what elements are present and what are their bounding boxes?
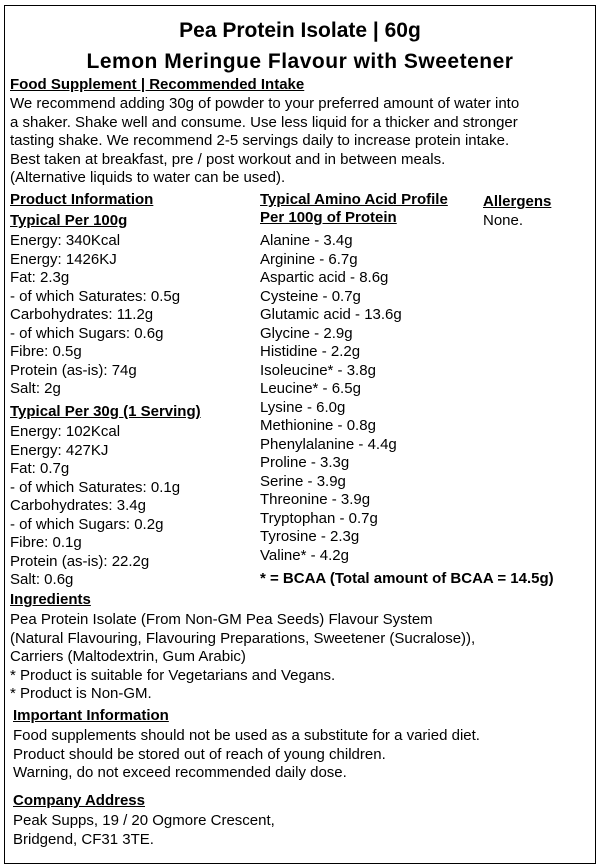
- important-information-text: [13, 727, 480, 783]
- nutrition-item: Protein (as-is): 22.2g: [10, 552, 150, 570]
- amino-acid-item: Glutamic acid - 13.6g: [260, 306, 402, 323]
- nutrition-item: Protein (as-is): 74g: [10, 361, 137, 379]
- text-line: Pea Protein Isolate (From Non-GM Pea Seeds) Flavour System: [10, 611, 433, 628]
- ingredients-heading: Ingredients: [10, 591, 91, 608]
- nutrition-item: - of which Sugars: 0.6g: [10, 324, 164, 342]
- amino-acid-list: [260, 232, 402, 565]
- amino-acid-item: Serine - 3.9g: [260, 472, 346, 490]
- nutrition-item: Carbohydrates: 3.4g: [10, 497, 146, 514]
- nutrition-item: Fibre: 0.5g: [10, 343, 82, 360]
- amino-acid-item: Glycine - 2.9g: [260, 324, 353, 342]
- address-line: Bridgend, CF31 3TE.: [13, 830, 154, 848]
- allergens-heading: Allergens: [483, 193, 552, 210]
- amino-acid-item: Valine* - 4.2g: [260, 546, 349, 564]
- per-30g-list: [10, 423, 180, 590]
- nutrition-item: Energy: 1426KJ: [10, 250, 117, 268]
- text-line: Food supplements should not be used as a substitute for a varied diet.: [13, 727, 480, 744]
- food-supplement-text: [10, 95, 519, 188]
- amino-acid-item: Tryptophan - 0.7g: [260, 509, 378, 527]
- text-line: * Product is Non-GM.: [10, 685, 152, 702]
- amino-acid-item: Leucine* - 6.5g: [260, 380, 361, 397]
- text-line: (Alternative liquids to water can be used).: [10, 169, 286, 186]
- amino-acid-item: Phenylalanine - 4.4g: [260, 435, 397, 453]
- per-100g-list: [10, 232, 180, 399]
- amino-acid-item: Cysteine - 0.7g: [260, 287, 361, 305]
- company-address-text: [13, 812, 275, 849]
- amino-acid-item: Proline - 3.3g: [260, 454, 350, 471]
- address-line: Peak Supps, 19 / 20 Ogmore Crescent,: [13, 812, 275, 829]
- bcaa-note: * = BCAA (Total amount of BCAA = 14.5g): [260, 570, 554, 587]
- nutrition-item: Salt: 2g: [10, 380, 61, 397]
- text-line: Product should be stored out of reach of young children.: [13, 745, 386, 763]
- product-title: Pea Protein Isolate | 60g: [179, 19, 421, 42]
- nutrition-item: Carbohydrates: 11.2g: [10, 306, 154, 323]
- amino-acid-item: Arginine - 6.7g: [260, 250, 358, 268]
- text-line: a shaker. Shake well and consume. Use less liquid for a thicker and stronger: [10, 113, 518, 131]
- amino-acid-item: Lysine - 6.0g: [260, 398, 346, 416]
- product-information-heading: Product Information: [10, 191, 154, 208]
- nutrition-item: Energy: 102Kcal: [10, 423, 121, 440]
- nutrition-item: Fat: 2.3g: [10, 269, 70, 286]
- nutrition-item: Energy: 340Kcal: [10, 232, 121, 249]
- per-30g-heading: Typical Per 30g (1 Serving): [10, 403, 201, 420]
- amino-acid-subheading: Per 100g of Protein: [260, 209, 397, 226]
- nutrition-item: - of which Saturates: 0.1g: [10, 478, 181, 496]
- important-information-heading: Important Information: [13, 707, 169, 724]
- amino-acid-item: Isoleucine* - 3.8g: [260, 361, 376, 379]
- text-line: (Natural Flavouring, Flavouring Preparations, Sweetener (Sucralose)),: [10, 629, 476, 647]
- ingredients-text: [10, 611, 475, 704]
- text-line: tasting shake. We recommend 2-5 servings daily to increase protein intake.: [10, 132, 510, 149]
- text-line: * Product is suitable for Vegetarians and Vegans.: [10, 666, 336, 684]
- allergens-value: None.: [483, 212, 524, 229]
- nutrition-item: Fibre: 0.1g: [10, 534, 82, 551]
- nutrition-item: Energy: 427KJ: [10, 441, 109, 459]
- amino-acid-item: Threonine - 3.9g: [260, 491, 371, 508]
- amino-acid-item: Aspartic acid - 8.6g: [260, 269, 389, 286]
- product-flavour-title: Lemon Meringue Flavour with Sweetener: [86, 50, 514, 73]
- text-line: Warning, do not exceed recommended daily dose.: [13, 764, 347, 781]
- nutrition-item: - of which Sugars: 0.2g: [10, 515, 164, 533]
- nutrition-item: Fat: 0.7g: [10, 460, 70, 477]
- food-supplement-heading: Food Supplement | Recommended Intake: [10, 76, 305, 93]
- nutrition-item: - of which Saturates: 0.5g: [10, 287, 181, 305]
- amino-acid-heading: Typical Amino Acid Profile: [260, 191, 448, 208]
- text-line: We recommend adding 30g of powder to your preferred amount of water into: [10, 95, 520, 112]
- company-address-heading: Company Address: [13, 792, 145, 809]
- amino-acid-item: Histidine - 2.2g: [260, 343, 361, 360]
- amino-acid-item: Tyrosine - 2.3g: [260, 528, 360, 545]
- text-line: Carriers (Maltodextrin, Gum Arabic): [10, 648, 246, 665]
- supplement-label: [4, 5, 596, 864]
- nutrition-item: Salt: 0.6g: [10, 571, 74, 588]
- amino-acid-item: Alanine - 3.4g: [260, 232, 353, 249]
- per-100g-heading: Typical Per 100g: [10, 212, 128, 229]
- amino-acid-item: Methionine - 0.8g: [260, 417, 376, 434]
- text-line: Best taken at breakfast, pre / post workout and in between meals.: [10, 150, 446, 168]
